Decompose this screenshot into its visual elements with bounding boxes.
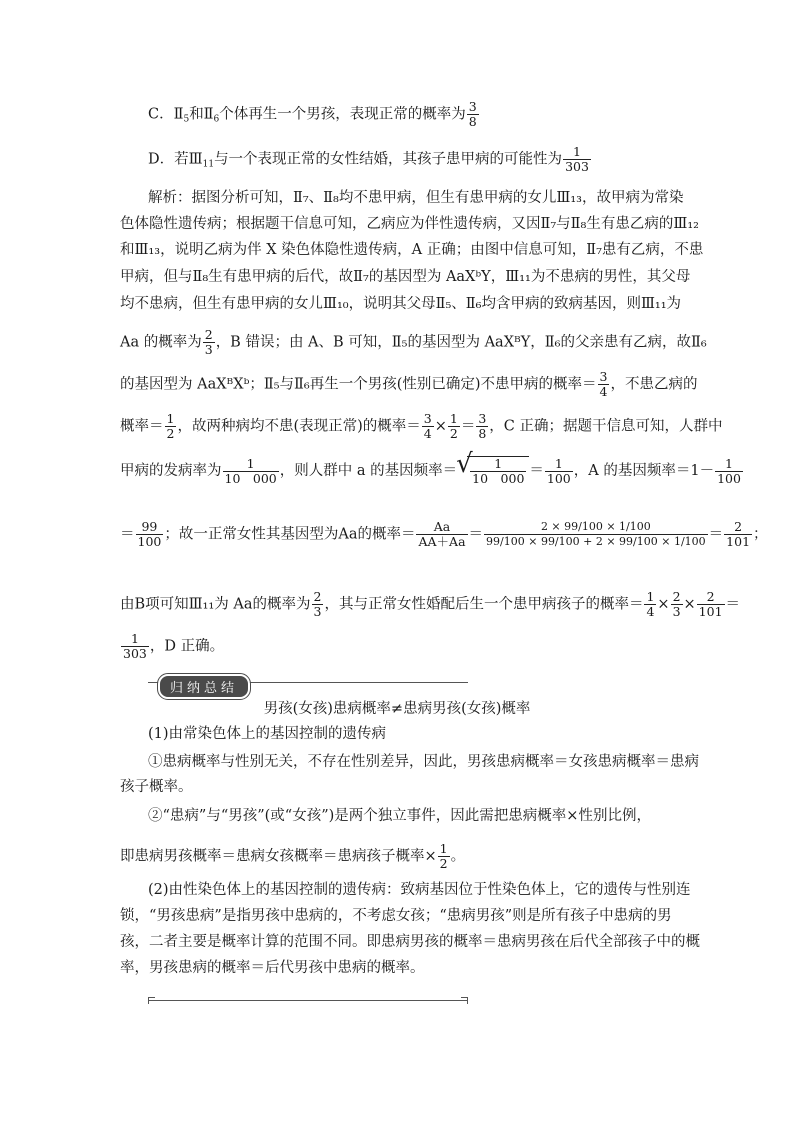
summary-p4b: 锁，“男孩患病”是指男孩中患病的，不考虑女孩；“患病男孩”则是所有孩子中患病的男 [120, 908, 672, 924]
analysis-line-12: $\frac{1}{303}$ ，D 正确。 [123, 631, 225, 661]
summary-p4c: 孩，二者主要是概率计算的范围不同。即患病男孩的概率＝患病男孩在后代全部孩子中的概 [120, 934, 700, 950]
summary-box-top [148, 676, 468, 696]
summary-p1: (1)由常染色体上的基因控制的遗传病 [148, 726, 387, 742]
analysis-line-11: 由B项可知Ⅲ₁₁为 Aa的概率为 $\frac{2}{3}$ ，其与正常女性婚配后生一个患甲病孩子的概率＝ $\frac{1}{4}$ × $\frac{2}{3}$ × $\frac{2}{101}$ ＝ [120, 589, 741, 619]
analysis-line-7: 的基因型为 AaXᴮXᵇ；Ⅱ₅与Ⅱ₆再生一个男孩(性别已确定)不患甲病的概率＝ $\frac{3}{4}$ ，不患乙病的 [120, 369, 698, 399]
fraction: $\frac{3}{8}$ [468, 99, 477, 129]
summary-tag: 归纳总结 [158, 674, 250, 699]
analysis-line-9: 甲病的发病率为 $\frac{1}{10 000}$ ，则人群中 a 的基因频率＝ √ $\frac{1}{10 000}$ ＝ $\frac{1}{100}$ ，A 的基因频率＝1－ $\frac{1}{100}$ [120, 456, 674, 486]
option-c: C．$Ⅱ_5$和$Ⅱ_6$个体再生一个男孩，表现正常的概率为 $\frac{3}{8}$ [148, 99, 477, 129]
summary-p2a: ①患病概率与性别无关，不存在性别差异，因此，男孩患病概率＝女孩患病概率＝患病 [148, 754, 699, 770]
summary-p4a: (2)由性染色体上的基因控制的遗传病：致病基因位于性染色体上，它的遗传与性别连 [148, 882, 691, 898]
summary-p3b: 即患病男孩概率＝患病女孩概率＝患病孩子概率× $\frac{1}{2}$ 。 [120, 841, 466, 871]
analysis-line-1: 解析：据图分析可知，Ⅱ₇、Ⅱ₈均不患甲病，但生有患甲病的女儿Ⅲ₁₃，故甲病为常染 [148, 190, 684, 206]
summary-title: 男孩(女孩)患病概率≠患病男孩(女孩)概率 [263, 701, 531, 717]
analysis-line-10: ＝ $\frac{99}{100}$ ；故一正常女性其基因型为Aa的概率＝ $\frac{Aa}{AA+Aa}$ ＝ $\frac{2 \times 99/100 \times 1/100}{99/100 \times 99/100 + 2 \times 99/100 \times 1/100}$ ＝ $\frac{2}{101}$ ； [120, 519, 768, 549]
analysis-line-3: 和Ⅲ₁₃，说明乙病为伴 X 染色体隐性遗传病，A 正确；由图中信息可知，Ⅱ₇患有乙病，不患 [120, 242, 704, 258]
analysis-line-6: Aa 的概率为 $\frac{2}{3}$ ，B 错误；由 A、B 可知，Ⅱ₅的基因型为 AaXᴮY，Ⅱ₆的父亲患有乙病，故Ⅱ₆ [120, 327, 707, 357]
fraction: $\frac{1}{303}$ [565, 144, 589, 174]
summary-p4d: 率，男孩患病的概率＝后代男孩中患病的概率。 [120, 960, 425, 976]
analysis-line-4: 甲病，但与Ⅱ₈生有患甲病的后代，故Ⅱ₇的基因型为 AaXᵇY，Ⅲ₁₁为不患病的男性，其父母 [120, 269, 691, 285]
summary-p3a: ②“患病”与“男孩”(或“女孩”)是两个独立事件，因此需把患病概率×性别比例， [148, 808, 651, 824]
analysis-line-8: 概率＝ $\frac{1}{2}$ ，故两种病均不患(表现正常)的概率＝ $\frac{3}{4}$ × $\frac{1}{2}$ ＝ $\frac{3}{8}$ ，C 正确；据题干信息可知，人群中 [120, 411, 723, 441]
analysis-line-2: 色体隐性遗传病；根据题干信息可知，乙病应为伴性遗传病，又因Ⅱ₇与Ⅱ₈生有患乙病的Ⅲ₁₂ [120, 216, 699, 232]
option-d: D．若$Ⅲ_{11}$与一个表现正常的女性结婚，其孩子患甲病的可能性为 $\frac{1}{303}$ [148, 144, 589, 174]
summary-p2b: 孩子概率。 [120, 779, 193, 795]
summary-box-bottom [148, 1000, 468, 1001]
analysis-line-5: 均不患病，但生有患甲病的女儿Ⅲ₁₀，说明其父母Ⅱ₅、Ⅱ₆均含甲病的致病基因，则Ⅲ₁₁为 [120, 296, 682, 312]
